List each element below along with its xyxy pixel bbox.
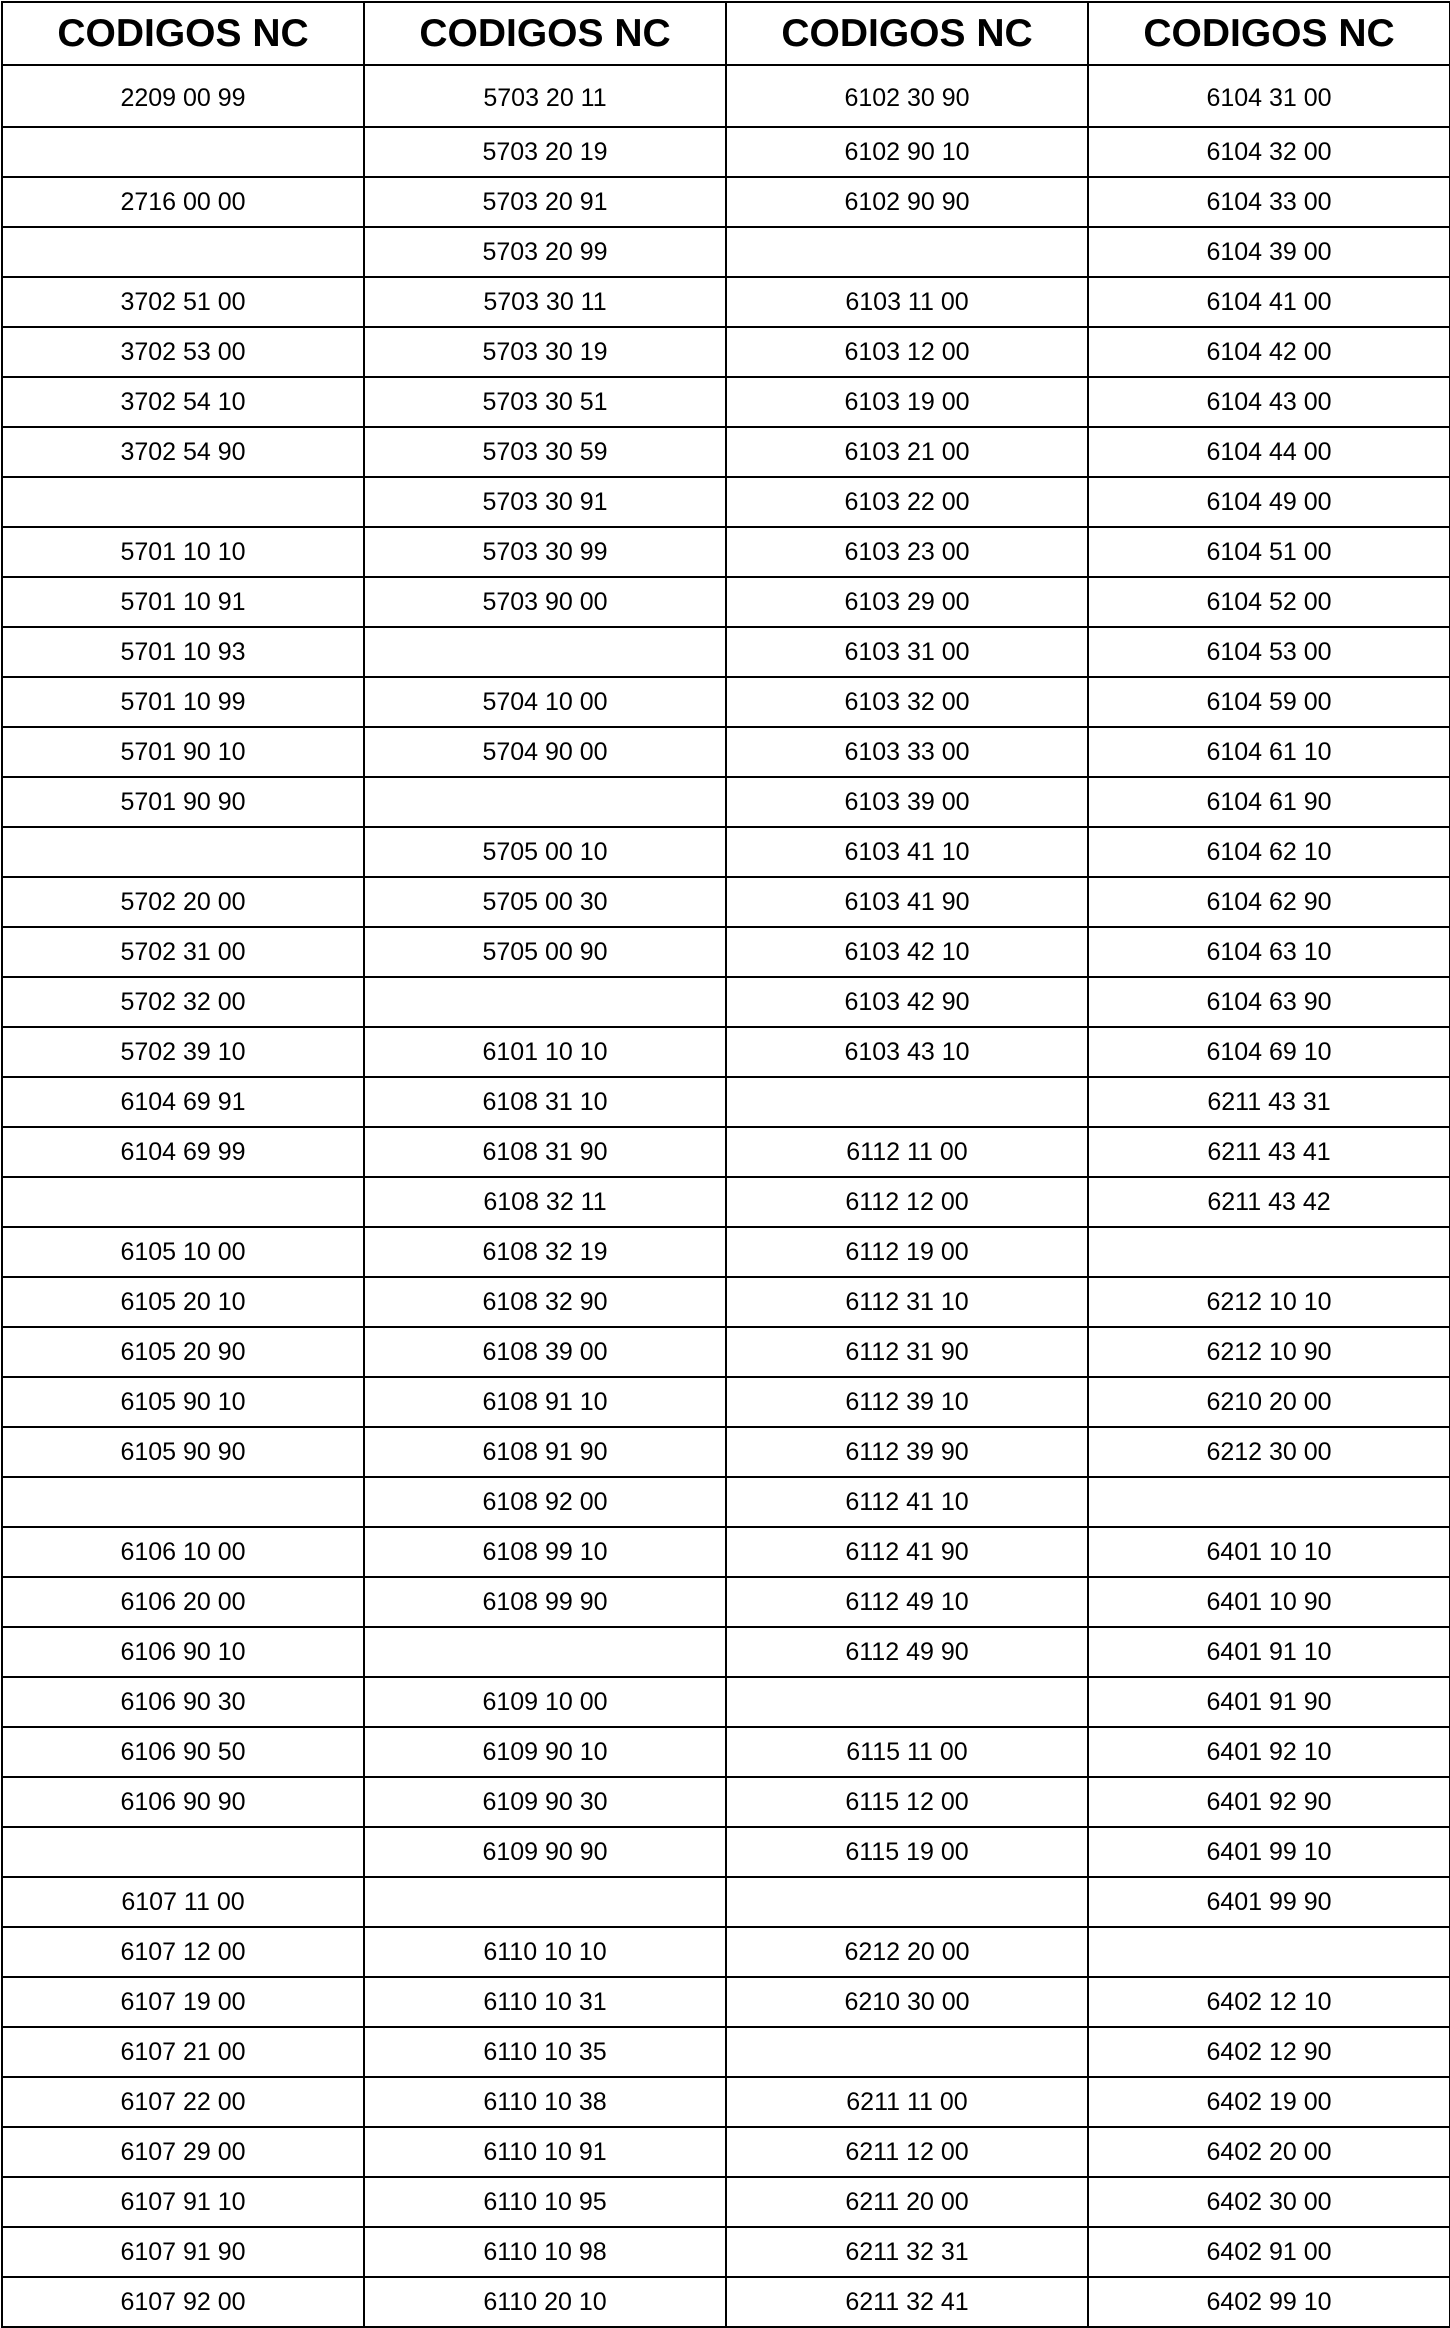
table-row (2, 427, 1450, 477)
code-cell: 6401 10 90 (1088, 1577, 1450, 1627)
code-cell: 5704 90 00 (364, 727, 726, 777)
code-cell: 6107 19 00 (2, 1977, 364, 2027)
code-cell: 6211 11 00 (726, 2077, 1088, 2127)
code-cell: 6104 31 00 (1088, 65, 1450, 127)
code-cell: 6212 20 00 (726, 1927, 1088, 1977)
code-cell: 5705 00 90 (364, 927, 726, 977)
code-cell: 6110 10 38 (364, 2077, 726, 2127)
code-cell: 5703 20 99 (364, 227, 726, 277)
code-cell: 6104 52 00 (1088, 577, 1450, 627)
code-cell: 6402 12 10 (1088, 1977, 1450, 2027)
code-cell: 5703 30 99 (364, 527, 726, 577)
code-cell: 2716 00 00 (2, 177, 364, 227)
table-row (2, 1777, 1450, 1827)
code-cell: 5703 20 91 (364, 177, 726, 227)
code-cell: 5703 30 91 (364, 477, 726, 527)
table-row (2, 1327, 1450, 1377)
code-cell (1088, 1927, 1450, 1977)
code-cell: 5701 10 99 (2, 677, 364, 727)
table-row (2, 127, 1450, 177)
code-cell (364, 1877, 726, 1927)
code-cell: 6110 10 35 (364, 2027, 726, 2077)
table-row (2, 1527, 1450, 1577)
code-cell: 6402 12 90 (1088, 2027, 1450, 2077)
code-cell: 6402 30 00 (1088, 2177, 1450, 2227)
code-cell: 6105 90 90 (2, 1427, 364, 1477)
code-cell: 6105 20 90 (2, 1327, 364, 1377)
table-row (2, 1877, 1450, 1927)
code-cell: 5703 90 00 (364, 577, 726, 627)
code-cell: 6104 32 00 (1088, 127, 1450, 177)
table-row (2, 827, 1450, 877)
code-cell: 6107 11 00 (2, 1877, 364, 1927)
table-row (2, 1477, 1450, 1527)
code-cell: 6110 10 91 (364, 2127, 726, 2177)
code-cell: 6105 20 10 (2, 1277, 364, 1327)
code-cell: 6103 31 00 (726, 627, 1088, 677)
code-cell: 2209 00 99 (2, 65, 364, 127)
codes-table (1, 1, 1450, 2328)
code-cell: 5705 00 30 (364, 877, 726, 927)
code-cell: 6109 90 30 (364, 1777, 726, 1827)
code-cell: 6103 19 00 (726, 377, 1088, 427)
code-cell: 6401 91 10 (1088, 1627, 1450, 1677)
code-cell: 6211 12 00 (726, 2127, 1088, 2177)
code-cell: 6401 92 10 (1088, 1727, 1450, 1777)
code-cell: 6108 91 10 (364, 1377, 726, 1427)
code-cell: 6106 90 90 (2, 1777, 364, 1827)
code-cell (2, 227, 364, 277)
table-row (2, 227, 1450, 277)
table-row (2, 2177, 1450, 2227)
table-row (2, 2077, 1450, 2127)
code-cell: 6402 20 00 (1088, 2127, 1450, 2177)
code-cell: 6102 90 10 (726, 127, 1088, 177)
code-cell: 6101 10 10 (364, 1027, 726, 1077)
code-cell: 6108 91 90 (364, 1427, 726, 1477)
table-row (2, 2227, 1450, 2277)
code-cell: 6108 31 10 (364, 1077, 726, 1127)
code-cell: 6211 43 41 (1088, 1127, 1450, 1177)
code-cell (726, 227, 1088, 277)
table-row (2, 327, 1450, 377)
code-cell: 6103 39 00 (726, 777, 1088, 827)
table-row (2, 1227, 1450, 1277)
code-cell: 6401 10 10 (1088, 1527, 1450, 1577)
code-cell: 6104 62 10 (1088, 827, 1450, 877)
code-cell: 6103 33 00 (726, 727, 1088, 777)
code-cell: 5703 20 11 (364, 65, 726, 127)
code-cell: 6106 90 50 (2, 1727, 364, 1777)
code-cell (726, 1077, 1088, 1127)
table-row (2, 1827, 1450, 1877)
table-row (2, 677, 1450, 727)
code-cell: 6211 32 31 (726, 2227, 1088, 2277)
code-cell: 6401 99 90 (1088, 1877, 1450, 1927)
code-cell: 6112 41 90 (726, 1527, 1088, 1577)
code-cell: 5702 32 00 (2, 977, 364, 1027)
code-cell: 6104 33 00 (1088, 177, 1450, 227)
table-row (2, 1577, 1450, 1627)
code-cell: 6104 69 10 (1088, 1027, 1450, 1077)
code-cell: 6110 10 95 (364, 2177, 726, 2227)
column-header: CODIGOS NC (726, 2, 1088, 65)
code-cell: 6104 59 00 (1088, 677, 1450, 727)
code-cell: 6102 30 90 (726, 65, 1088, 127)
table-row (2, 1027, 1450, 1077)
table-row (2, 977, 1450, 1027)
code-cell: 6112 49 90 (726, 1627, 1088, 1677)
code-cell: 6107 91 10 (2, 2177, 364, 2227)
table-row (2, 177, 1450, 227)
code-cell: 6115 12 00 (726, 1777, 1088, 1827)
code-cell: 3702 53 00 (2, 327, 364, 377)
table-row (2, 1377, 1450, 1427)
code-cell: 6104 39 00 (1088, 227, 1450, 277)
code-cell: 6105 90 10 (2, 1377, 364, 1427)
code-cell: 6104 44 00 (1088, 427, 1450, 477)
code-cell (2, 1827, 364, 1877)
code-cell: 5702 31 00 (2, 927, 364, 977)
code-cell: 6402 91 00 (1088, 2227, 1450, 2277)
code-cell: 5701 90 90 (2, 777, 364, 827)
code-cell: 3702 54 90 (2, 427, 364, 477)
code-cell: 6107 91 90 (2, 2227, 364, 2277)
code-cell: 6109 90 10 (364, 1727, 726, 1777)
code-cell: 6105 10 00 (2, 1227, 364, 1277)
code-cell: 6103 42 10 (726, 927, 1088, 977)
code-cell: 6211 32 41 (726, 2277, 1088, 2327)
code-cell: 6212 10 90 (1088, 1327, 1450, 1377)
code-cell: 6103 29 00 (726, 577, 1088, 627)
code-cell: 6112 39 90 (726, 1427, 1088, 1477)
code-cell: 6210 20 00 (1088, 1377, 1450, 1427)
code-cell (2, 1477, 364, 1527)
code-cell (364, 777, 726, 827)
code-cell (726, 2027, 1088, 2077)
code-cell (1088, 1227, 1450, 1277)
code-cell: 6104 61 10 (1088, 727, 1450, 777)
code-cell: 6104 69 99 (2, 1127, 364, 1177)
code-cell: 6112 31 90 (726, 1327, 1088, 1377)
code-cell: 6108 31 90 (364, 1127, 726, 1177)
code-cell (2, 827, 364, 877)
code-cell: 6108 32 11 (364, 1177, 726, 1227)
code-cell: 5705 00 10 (364, 827, 726, 877)
code-cell: 5704 10 00 (364, 677, 726, 727)
table-row (2, 1977, 1450, 2027)
table-row (2, 527, 1450, 577)
code-cell: 6110 10 31 (364, 1977, 726, 2027)
code-cell: 6112 39 10 (726, 1377, 1088, 1427)
code-cell: 5701 10 10 (2, 527, 364, 577)
code-cell: 6104 41 00 (1088, 277, 1450, 327)
table-row (2, 1277, 1450, 1327)
code-cell: 6106 10 00 (2, 1527, 364, 1577)
code-cell: 6108 32 90 (364, 1277, 726, 1327)
table-row (2, 2027, 1450, 2077)
code-cell: 6107 21 00 (2, 2027, 364, 2077)
code-cell: 5703 30 59 (364, 427, 726, 477)
code-cell: 6107 22 00 (2, 2077, 364, 2127)
table-row (2, 1677, 1450, 1727)
code-cell: 6112 19 00 (726, 1227, 1088, 1277)
table-row (2, 1077, 1450, 1127)
code-cell: 3702 51 00 (2, 277, 364, 327)
code-cell: 6103 32 00 (726, 677, 1088, 727)
code-cell: 6115 11 00 (726, 1727, 1088, 1777)
table-row (2, 377, 1450, 427)
code-cell: 6112 11 00 (726, 1127, 1088, 1177)
table-row (2, 2277, 1450, 2327)
code-cell: 6103 43 10 (726, 1027, 1088, 1077)
column-header: CODIGOS NC (2, 2, 364, 65)
code-cell (726, 1877, 1088, 1927)
code-cell: 6108 32 19 (364, 1227, 726, 1277)
table-row (2, 1627, 1450, 1677)
code-cell: 6104 63 10 (1088, 927, 1450, 977)
table-row (2, 1127, 1450, 1177)
code-cell: 6107 92 00 (2, 2277, 364, 2327)
table-row (2, 1427, 1450, 1477)
code-cell: 6104 53 00 (1088, 627, 1450, 677)
code-cell: 6103 21 00 (726, 427, 1088, 477)
code-cell: 6211 43 42 (1088, 1177, 1450, 1227)
code-cell: 6104 43 00 (1088, 377, 1450, 427)
code-cell: 6106 90 10 (2, 1627, 364, 1677)
code-cell: 6106 90 30 (2, 1677, 364, 1727)
table-header (2, 2, 1450, 65)
code-cell: 3702 54 10 (2, 377, 364, 427)
code-cell: 6103 41 10 (726, 827, 1088, 877)
code-cell: 6211 43 31 (1088, 1077, 1450, 1127)
table-row (2, 1727, 1450, 1777)
code-cell: 6108 99 10 (364, 1527, 726, 1577)
code-cell: 6108 92 00 (364, 1477, 726, 1527)
table-row (2, 577, 1450, 627)
table-row (2, 727, 1450, 777)
code-cell: 6110 10 98 (364, 2227, 726, 2277)
table-row (2, 477, 1450, 527)
code-cell: 6108 99 90 (364, 1577, 726, 1627)
code-cell: 6103 41 90 (726, 877, 1088, 927)
code-cell: 6106 20 00 (2, 1577, 364, 1627)
code-cell: 5703 20 19 (364, 127, 726, 177)
code-cell: 6112 31 10 (726, 1277, 1088, 1327)
table-row (2, 927, 1450, 977)
code-cell: 6104 61 90 (1088, 777, 1450, 827)
code-cell: 6103 11 00 (726, 277, 1088, 327)
code-cell (364, 1627, 726, 1677)
code-cell: 6103 12 00 (726, 327, 1088, 377)
code-cell: 6109 10 00 (364, 1677, 726, 1727)
code-cell: 5703 30 51 (364, 377, 726, 427)
code-cell: 5702 39 10 (2, 1027, 364, 1077)
code-cell: 5702 20 00 (2, 877, 364, 927)
table-row (2, 1177, 1450, 1227)
code-cell: 5703 30 19 (364, 327, 726, 377)
code-cell: 6104 51 00 (1088, 527, 1450, 577)
code-cell: 6103 22 00 (726, 477, 1088, 527)
code-cell: 6104 62 90 (1088, 877, 1450, 927)
code-cell: 6210 30 00 (726, 1977, 1088, 2027)
code-cell: 6402 99 10 (1088, 2277, 1450, 2327)
code-cell: 6112 41 10 (726, 1477, 1088, 1527)
code-cell: 5701 10 93 (2, 627, 364, 677)
table-row (2, 627, 1450, 677)
code-cell: 6104 69 91 (2, 1077, 364, 1127)
table-row (2, 877, 1450, 927)
code-cell: 5703 30 11 (364, 277, 726, 327)
code-cell: 6110 20 10 (364, 2277, 726, 2327)
code-cell: 6104 49 00 (1088, 477, 1450, 527)
code-cell: 6402 19 00 (1088, 2077, 1450, 2127)
column-header: CODIGOS NC (364, 2, 726, 65)
code-cell: 6107 29 00 (2, 2127, 364, 2177)
code-cell (2, 477, 364, 527)
code-cell: 6104 42 00 (1088, 327, 1450, 377)
code-cell: 6112 12 00 (726, 1177, 1088, 1227)
table-body (2, 65, 1450, 2327)
code-cell (2, 127, 364, 177)
code-cell (726, 1677, 1088, 1727)
code-cell: 6108 39 00 (364, 1327, 726, 1377)
code-cell: 5701 90 10 (2, 727, 364, 777)
column-header: CODIGOS NC (1088, 2, 1450, 65)
code-cell: 6211 20 00 (726, 2177, 1088, 2227)
header-row (2, 2, 1450, 65)
code-cell: 6212 30 00 (1088, 1427, 1450, 1477)
code-cell: 6401 92 90 (1088, 1777, 1450, 1827)
code-cell (1088, 1477, 1450, 1527)
table-row (2, 277, 1450, 327)
code-cell: 6401 91 90 (1088, 1677, 1450, 1727)
table-row (2, 777, 1450, 827)
code-cell: 6212 10 10 (1088, 1277, 1450, 1327)
code-cell (364, 627, 726, 677)
table-row (2, 1927, 1450, 1977)
code-cell: 6401 99 10 (1088, 1827, 1450, 1877)
code-cell: 6102 90 90 (726, 177, 1088, 227)
code-cell: 5701 10 91 (2, 577, 364, 627)
code-cell: 6107 12 00 (2, 1927, 364, 1977)
table-row (2, 2127, 1450, 2177)
code-cell: 6109 90 90 (364, 1827, 726, 1877)
code-cell (2, 1177, 364, 1227)
code-cell: 6103 23 00 (726, 527, 1088, 577)
code-cell: 6104 63 90 (1088, 977, 1450, 1027)
code-cell: 6103 42 90 (726, 977, 1088, 1027)
code-cell: 6110 10 10 (364, 1927, 726, 1977)
code-cell: 6112 49 10 (726, 1577, 1088, 1627)
code-cell (364, 977, 726, 1027)
table-row (2, 65, 1450, 127)
code-cell: 6115 19 00 (726, 1827, 1088, 1877)
